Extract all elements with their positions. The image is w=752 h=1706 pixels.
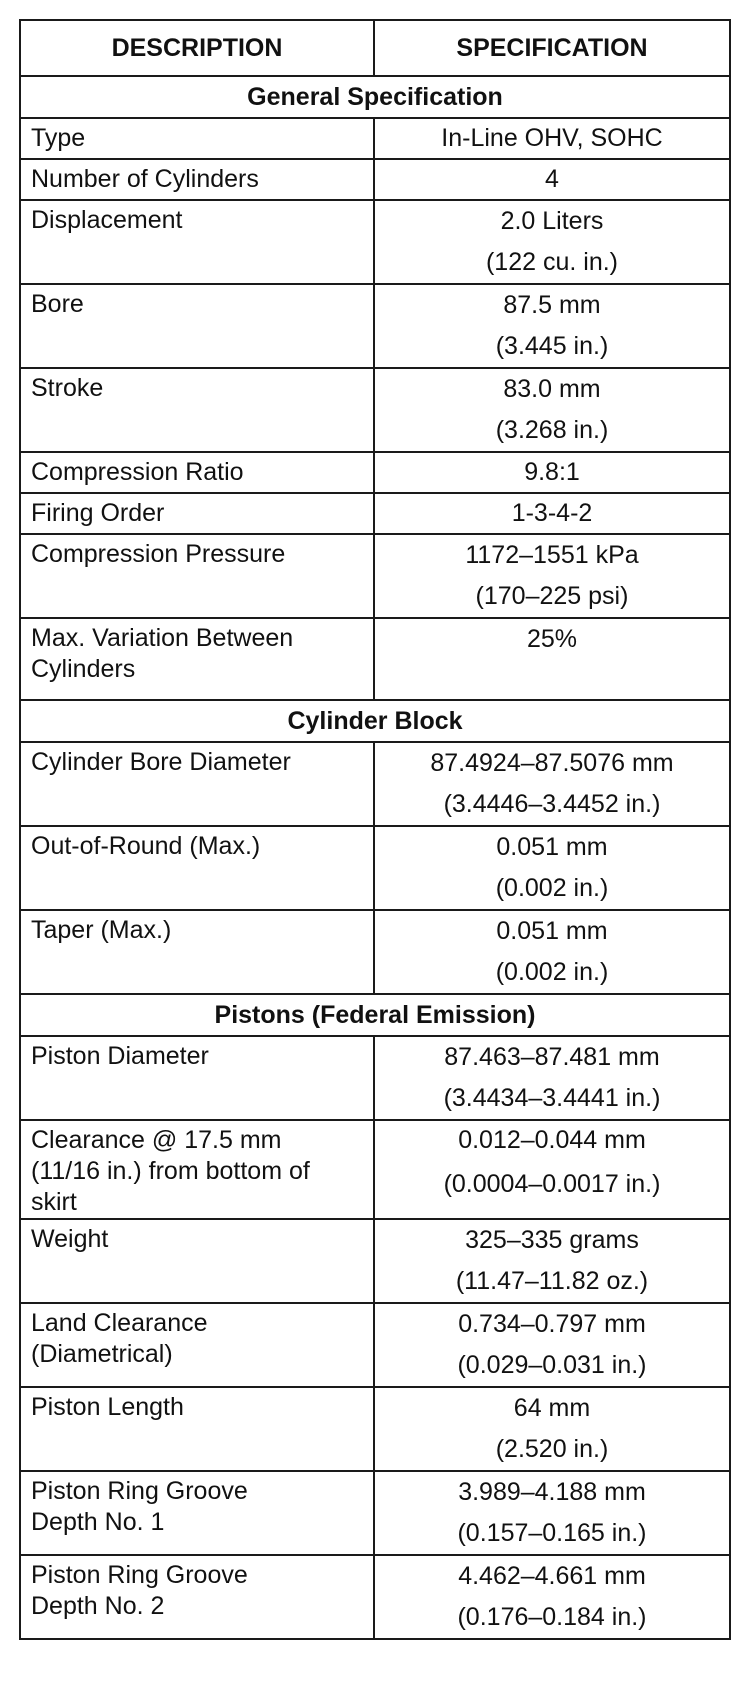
specification-value: 83.0 mm	[503, 375, 601, 403]
table-row	[20, 826, 730, 910]
description-text: Land Clearance	[31, 1309, 208, 1337]
specification-cell	[374, 200, 730, 284]
description-text: Number of Cylinders	[31, 165, 259, 193]
table-body	[20, 76, 730, 1639]
specification-value: In-Line OHV, SOHC	[441, 124, 663, 152]
description-text: Type	[31, 124, 86, 152]
specification-value: (11.47–11.82 oz.)	[455, 1267, 649, 1295]
description-text: Piston Ring Groove	[31, 1477, 248, 1505]
specification-cell	[374, 1387, 730, 1471]
description-header: DESCRIPTION	[20, 20, 374, 76]
specification-value: 25%	[526, 625, 578, 653]
description-text: Depth No. 1	[31, 1508, 165, 1536]
specification-value: 0.051 mm	[496, 833, 608, 861]
specification-value: 3.989–4.188 mm	[458, 1478, 646, 1506]
description-text: Cylinders	[31, 655, 136, 683]
description-cell	[20, 159, 374, 200]
description-text: Displacement	[31, 206, 183, 234]
table-row	[20, 910, 730, 994]
description-cell	[20, 1555, 374, 1639]
table-row	[20, 1471, 730, 1555]
table-header-row	[20, 20, 730, 76]
specification-cell	[374, 1219, 730, 1303]
specification-cell	[374, 1036, 730, 1120]
description-text: Piston Ring Groove	[31, 1561, 248, 1589]
specification-value: 64 mm	[513, 1394, 591, 1422]
specification-cell	[374, 910, 730, 994]
specification-cell	[374, 284, 730, 368]
specification-cell	[374, 159, 730, 200]
description-cell	[20, 534, 374, 618]
table-row	[20, 493, 730, 534]
table-row	[20, 1303, 730, 1387]
specification-value: 0.051 mm	[496, 917, 608, 945]
description-cell	[20, 200, 374, 284]
specification-value: (0.002 in.)	[495, 874, 609, 902]
description-cell	[20, 826, 374, 910]
description-text: skirt	[31, 1188, 77, 1216]
table-row	[20, 742, 730, 826]
description-text: Stroke	[31, 374, 104, 402]
description-cell	[20, 368, 374, 452]
specification-value: 4.462–4.661 mm	[458, 1562, 646, 1590]
specification-value: 0.734–0.797 mm	[458, 1310, 646, 1338]
specification-cell	[374, 618, 730, 700]
specification-cell	[374, 826, 730, 910]
section-title: Cylinder Block	[20, 700, 730, 742]
description-cell	[20, 618, 374, 700]
description-cell	[20, 493, 374, 534]
section-title: Pistons (Federal Emission)	[20, 994, 730, 1036]
specification-value: 87.463–87.481 mm	[444, 1043, 660, 1071]
table-row	[20, 1555, 730, 1639]
specification-cell	[374, 1303, 730, 1387]
section-row	[20, 700, 730, 742]
description-text: Piston Diameter	[31, 1042, 209, 1070]
specification-value: (170–225 psi)	[475, 582, 629, 610]
description-cell	[20, 452, 374, 493]
specification-value: 2.0 Liters	[500, 207, 604, 235]
table-row	[20, 618, 730, 700]
specification-value: (0.002 in.)	[495, 958, 609, 986]
specification-value: (3.4446–3.4452 in.)	[443, 790, 661, 818]
table-row	[20, 1120, 730, 1219]
table-row	[20, 200, 730, 284]
specification-value: (0.029–0.031 in.)	[457, 1351, 647, 1379]
table-row	[20, 1036, 730, 1120]
table-row	[20, 284, 730, 368]
description-text: Bore	[31, 290, 84, 318]
section-title: General Specification	[20, 76, 730, 118]
description-text: Firing Order	[31, 499, 165, 527]
specification-value: 325–335 grams	[465, 1226, 639, 1254]
specification-value: (3.445 in.)	[495, 332, 609, 360]
specification-value: (0.157–0.165 in.)	[457, 1519, 647, 1547]
specification-cell	[374, 1555, 730, 1639]
description-cell	[20, 1036, 374, 1120]
specification-value: (0.0004–0.0017 in.)	[443, 1170, 661, 1198]
specification-value: (122 cu. in.)	[485, 248, 618, 276]
table-row	[20, 368, 730, 452]
specification-value: 9.8:1	[524, 458, 580, 486]
description-text: Taper (Max.)	[31, 916, 172, 944]
specification-value: 87.5 mm	[503, 291, 601, 319]
description-cell	[20, 742, 374, 826]
specification-cell	[374, 452, 730, 493]
specification-value: (3.4434–3.4441 in.)	[443, 1084, 661, 1112]
specification-value: 1-3-4-2	[511, 499, 593, 527]
description-cell	[20, 118, 374, 159]
description-cell	[20, 1471, 374, 1555]
specification-value: (2.520 in.)	[495, 1435, 609, 1463]
specification-header: SPECIFICATION	[374, 20, 730, 76]
section-row	[20, 994, 730, 1036]
description-text: Cylinder Bore Diameter	[31, 748, 291, 776]
table-row	[20, 118, 730, 159]
description-text: Max. Variation Between	[31, 624, 294, 652]
description-cell	[20, 1219, 374, 1303]
specification-cell	[374, 742, 730, 826]
specification-cell	[374, 118, 730, 159]
description-text: Compression Ratio	[31, 458, 244, 486]
specification-value: (0.176–0.184 in.)	[457, 1603, 647, 1631]
description-text: Clearance @ 17.5 mm	[31, 1126, 282, 1154]
description-text: Out-of-Round (Max.)	[31, 832, 261, 860]
description-text: Weight	[31, 1225, 109, 1253]
engine-spec-table	[19, 19, 731, 1640]
description-cell	[20, 1120, 374, 1219]
description-cell	[20, 1303, 374, 1387]
table-row	[20, 159, 730, 200]
description-cell	[20, 1387, 374, 1471]
table-row	[20, 1219, 730, 1303]
description-text: (11/16 in.) from bottom of	[31, 1157, 310, 1185]
specification-cell	[374, 493, 730, 534]
description-text: (Diametrical)	[31, 1340, 173, 1368]
table-row	[20, 1387, 730, 1471]
description-text: Piston Length	[31, 1393, 184, 1421]
specification-cell	[374, 534, 730, 618]
specification-cell	[374, 1120, 730, 1219]
specification-value: 4	[545, 165, 559, 193]
description-cell	[20, 910, 374, 994]
table-row	[20, 452, 730, 493]
specification-cell	[374, 368, 730, 452]
table-row	[20, 534, 730, 618]
description-text: Compression Pressure	[31, 540, 286, 568]
specification-value: 0.012–0.044 mm	[458, 1126, 646, 1154]
specification-value: (3.268 in.)	[495, 416, 609, 444]
specification-cell	[374, 1471, 730, 1555]
description-text: Depth No. 2	[31, 1592, 165, 1620]
description-cell	[20, 284, 374, 368]
specification-value: 1172–1551 kPa	[465, 541, 639, 569]
specification-value: 87.4924–87.5076 mm	[430, 749, 674, 777]
section-row	[20, 76, 730, 118]
